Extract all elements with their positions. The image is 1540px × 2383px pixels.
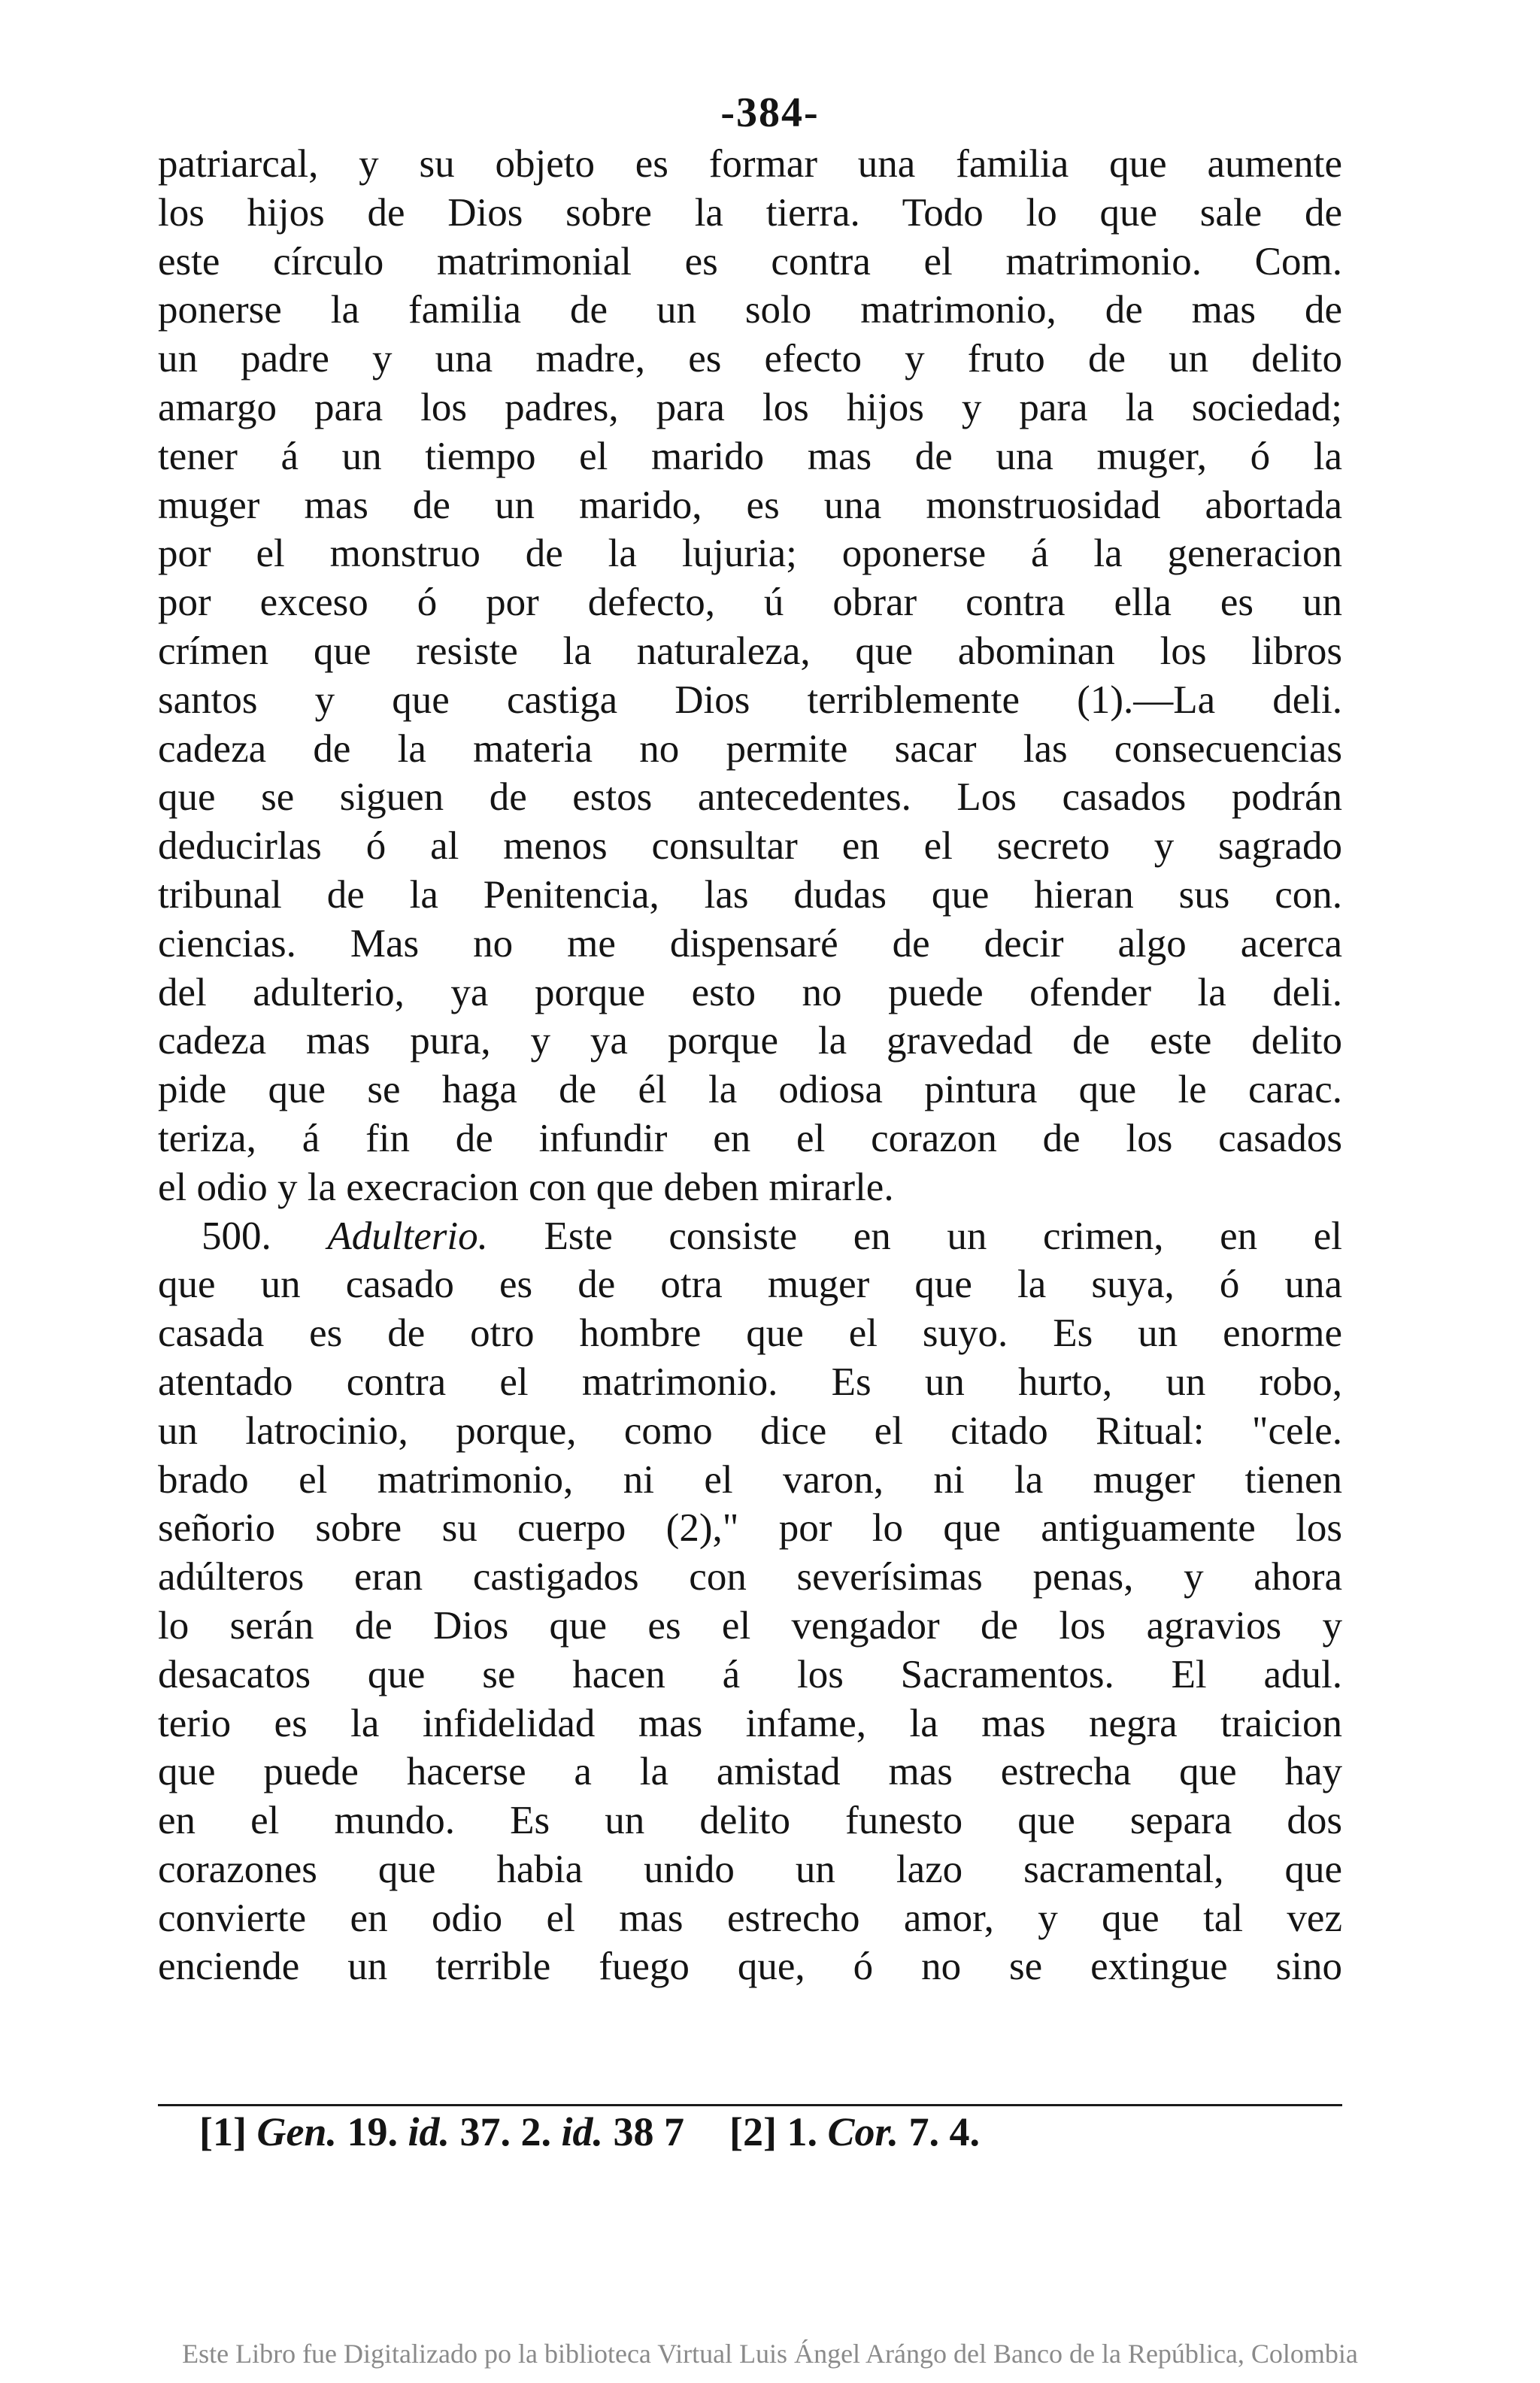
footnote-marker: [2] <box>729 2109 777 2154</box>
text-line: crímen que resiste la naturaleza, que abominan los libros <box>158 629 1342 673</box>
text-line: convierte en odio el mas estrecho amor, y que tal vez <box>158 1896 1342 1940</box>
footnote-1 <box>199 2109 684 2154</box>
text-line: corazones que habia unido un lazo sacramental, que <box>158 1847 1342 1891</box>
footnote-ref: 38 7 <box>613 2109 684 2154</box>
body-text <box>158 140 1342 1991</box>
text-line: señorio sobre su cuerpo (2)," por lo que antiguamente los <box>158 1506 1342 1551</box>
footnotes <box>199 2108 1342 2156</box>
text-line: pide que se haga de él la odiosa pintura que le carac. <box>158 1068 1342 1112</box>
footnote-rule <box>158 2104 1342 2106</box>
text-line: cadeza de la materia no permite sacar las consecuencias <box>158 726 1342 771</box>
text-line: terio es la infidelidad mas infame, la mas negra traicion <box>158 1701 1342 1745</box>
text-line: cadeza mas pura, y ya porque la gravedad de este delito <box>158 1019 1342 1063</box>
text-line: amargo para los padres, para los hijos y para la sociedad; <box>158 385 1342 429</box>
footnote-marker: [1] <box>199 2109 247 2154</box>
text-line: un latrocinio, porque, como dice el citado Ritual: "cele. <box>158 1408 1342 1453</box>
text-line: por exceso ó por defecto, ú obrar contra ella es un <box>158 581 1342 625</box>
text-line: en el mundo. Es un delito funesto que separa dos <box>158 1799 1342 1843</box>
footnote-book: Cor. <box>827 2109 899 2154</box>
text-line: ponerse la familia de un solo matrimonio, de mas de <box>158 288 1342 332</box>
section-first-line-text: Este consiste en un crimen, en el <box>544 1214 1342 1258</box>
text-line: patriarcal, y su objeto es formar una familia que aumente <box>158 142 1342 186</box>
footnote-ref: 7. 4. <box>908 2109 981 2154</box>
section-heading: Adulterio. <box>327 1214 488 1258</box>
text-line: por el monstruo de la lujuria; oponerse á la generacion <box>158 532 1342 576</box>
text-line: que puede hacerse a la amistad mas estrecha que hay <box>158 1750 1342 1794</box>
text-line: teriza, á fin de infundir en el corazon de los casados <box>158 1116 1342 1160</box>
text-line: del adulterio, ya porque esto no puede ofender la deli. <box>158 970 1342 1014</box>
text-line: los hijos de Dios sobre la tierra. Todo lo que sale de <box>158 190 1342 235</box>
text-line: brado el matrimonio, ni el varon, ni la muger tienen <box>158 1457 1342 1502</box>
text-line: el odio y la execracion con que deben mirarle. <box>158 1165 894 1209</box>
footnote-ibid: id. <box>561 2109 603 2154</box>
text-line: que un casado es de otra muger que la suya, ó una <box>158 1263 1342 1307</box>
section-number: 500. <box>202 1214 271 1258</box>
text-line: atentado contra el matrimonio. Es un hurto, un robo, <box>158 1360 1342 1404</box>
page-number: -384- <box>720 89 820 136</box>
text-line: ciencias. Mas no me dispensaré de decir algo acerca <box>158 921 1342 966</box>
text-line: desacatos que se hacen á los Sacramentos. El adul. <box>158 1652 1342 1696</box>
text-line: deducirlas ó al menos consultar en el secreto y sagrado <box>158 824 1342 869</box>
footnote-book: Gen. <box>256 2109 337 2154</box>
text-line: enciende un terrible fuego que, ó no se extingue sino <box>158 1945 1342 1989</box>
text-line: que se siguen de estos antecedentes. Los casados podrán <box>158 775 1342 820</box>
text-line: muger mas de un marido, es una monstruosidad abortada <box>158 483 1342 527</box>
text-line: adúlteros eran castigados con severísimas penas, y ahora <box>158 1555 1342 1599</box>
text-line: lo serán de Dios que es el vengador de los agravios y <box>158 1603 1342 1648</box>
footnote-ref: 37. 2. <box>459 2109 551 2154</box>
footnote-ref: 19. <box>347 2109 398 2154</box>
footnote-ibid: id. <box>408 2109 450 2154</box>
footnote-ref: 1. <box>787 2109 817 2154</box>
text-line: tribunal de la Penitencia, las dudas que hieran sus con. <box>158 872 1342 917</box>
text-line: casada es de otro hombre que el suyo. Es un enorme <box>158 1311 1342 1356</box>
text-line: santos y que castiga Dios terriblemente (1).—La deli. <box>158 678 1342 722</box>
text-line: tener á un tiempo el marido mas de una muger, ó la <box>158 434 1342 478</box>
section-first-line <box>158 1212 1342 1261</box>
digitization-credit: Este Libro fue Digitalizado po la biblioteca Virtual Luis Ángel Arángo del Banco de la República, Colombia <box>182 2339 1358 2369</box>
text-line: este círculo matrimonial es contra el matrimonio. Com. <box>158 239 1342 283</box>
footnote-2 <box>729 2109 980 2154</box>
text-line: un padre y una madre, es efecto y fruto de un delito <box>158 337 1342 381</box>
